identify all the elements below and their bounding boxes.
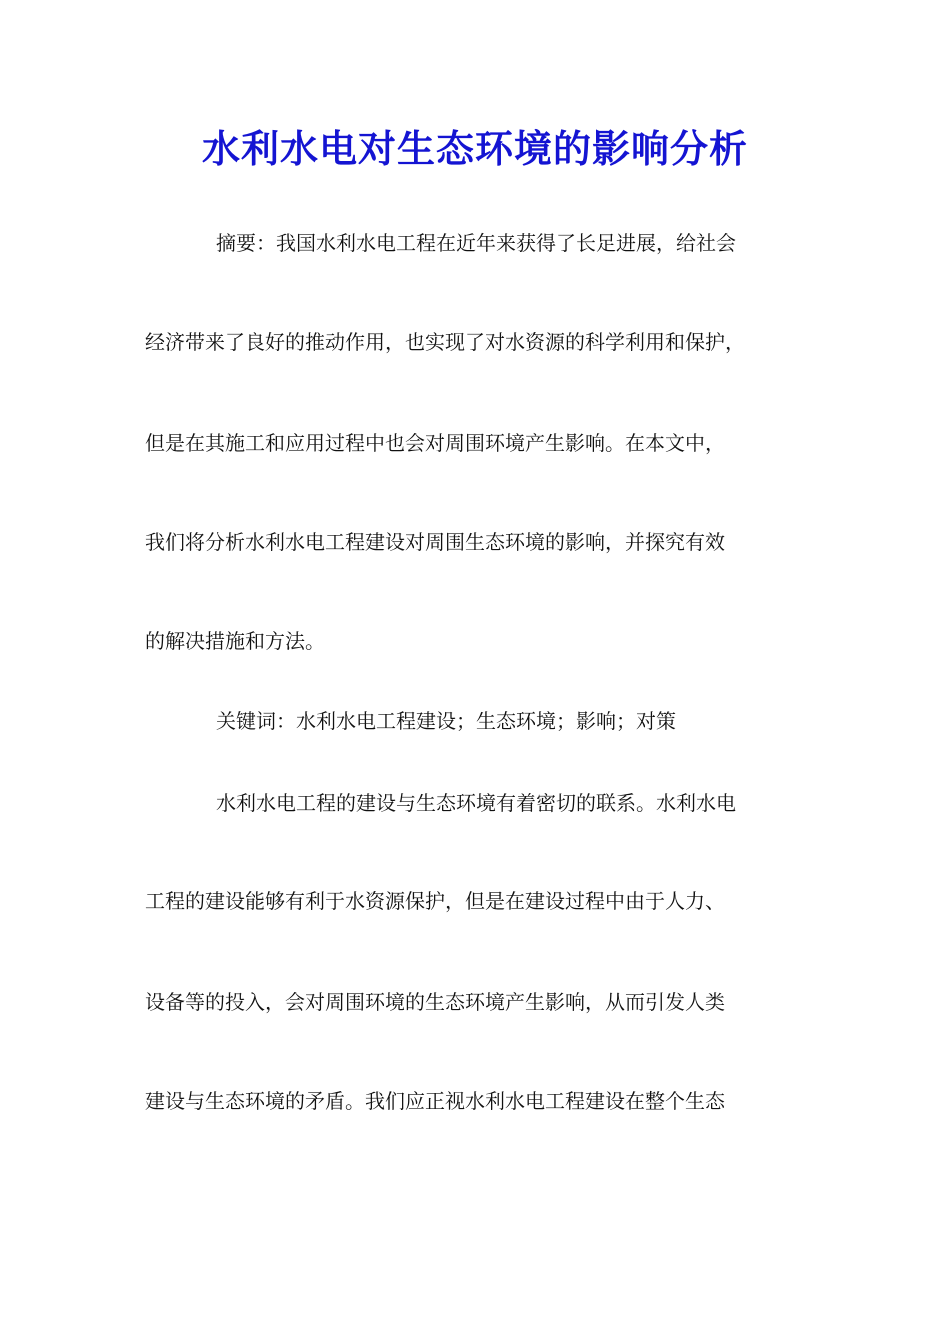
abstract-line-1: 摘要：我国水利水电工程在近年来获得了长足进展，给社会 bbox=[216, 231, 736, 255]
body-line-2: 工程的建设能够有利于水资源保护，但是在建设过程中由于人力、 bbox=[145, 889, 725, 913]
keywords-line: 关键词：水利水电工程建设；生态环境；影响；对策 bbox=[216, 709, 676, 733]
abstract-line-5: 的解决措施和方法。 bbox=[145, 629, 325, 653]
document-title: 水利水电对生态环境的影响分析 bbox=[201, 126, 748, 171]
abstract-line-2: 经济带来了良好的推动作用，也实现了对水资源的科学利用和保护， bbox=[145, 330, 745, 354]
body-line-4: 建设与生态环境的矛盾。我们应正视水利水电工程建设在整个生态 bbox=[145, 1089, 725, 1113]
body-line-1: 水利水电工程的建设与生态环境有着密切的联系。水利水电 bbox=[216, 791, 736, 815]
abstract-line-3: 但是在其施工和应用过程中也会对周围环境产生影响。在本文中， bbox=[145, 431, 725, 455]
abstract-line-4: 我们将分析水利水电工程建设对周围生态环境的影响，并探究有效 bbox=[145, 530, 725, 554]
body-line-3: 设备等的投入，会对周围环境的生态环境产生影响，从而引发人类 bbox=[145, 990, 725, 1014]
